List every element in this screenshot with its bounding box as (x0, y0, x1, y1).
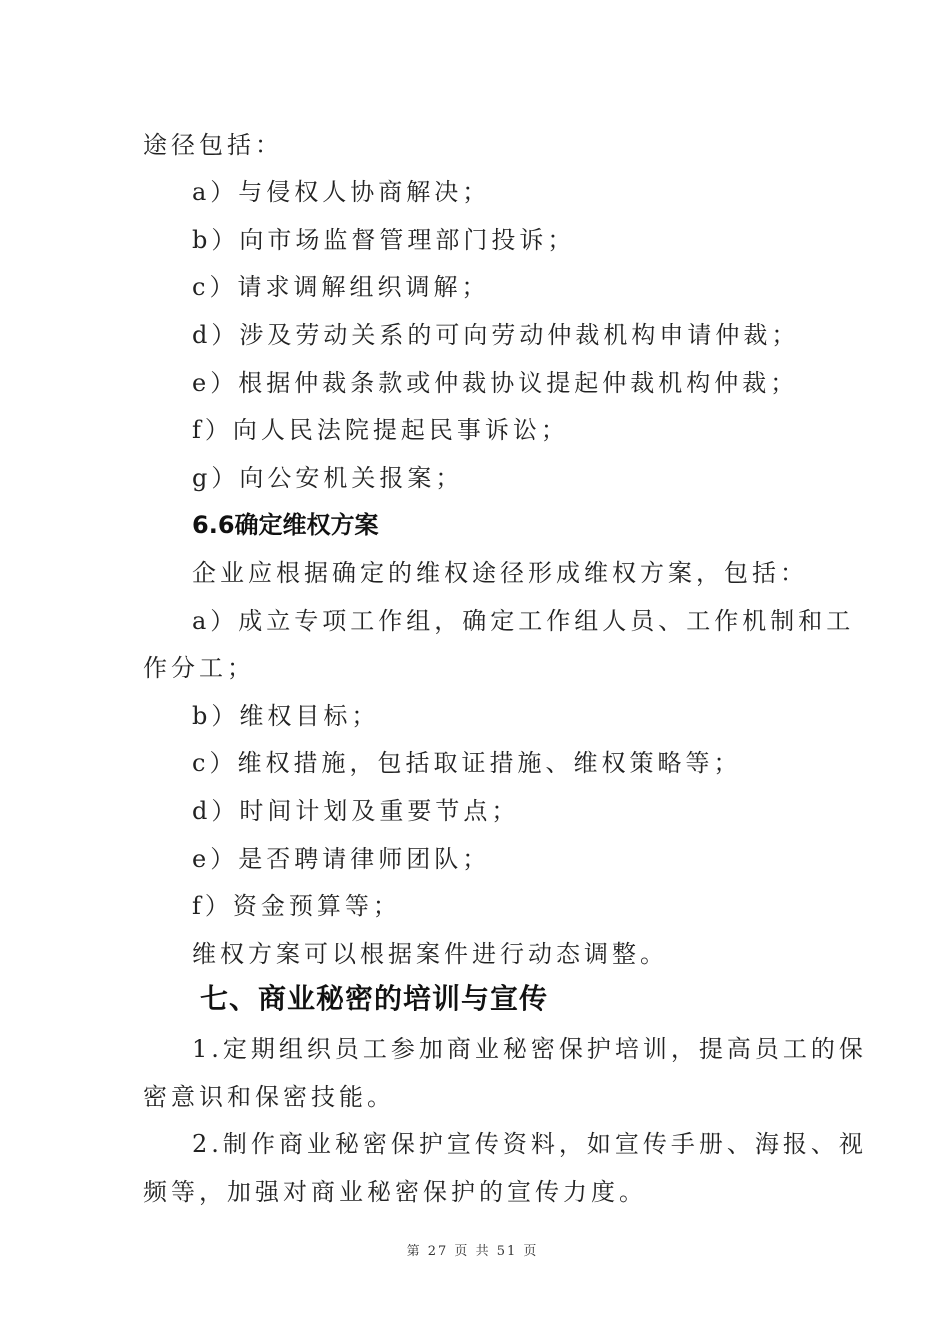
chapter-heading: 七、商业秘密的培训与宣传 (200, 982, 549, 1015)
list-item: e）根据仲裁条款或仲裁协议提起仲裁机构仲裁； (192, 369, 799, 397)
list-item: g）向公安机关报案； (192, 464, 464, 492)
paragraph-line: 密意识和保密技能。 (143, 1083, 395, 1111)
paragraph-line: 途径包括： (143, 131, 283, 159)
list-item: b）向市场监督管理部门投诉； (192, 226, 576, 254)
page-footer: 第 27 页 共 51 页 (406, 1244, 539, 1259)
list-item: a）与侵权人协商解决； (192, 178, 491, 206)
list-item: e）是否聘请律师团队； (192, 845, 491, 873)
list-item: c）请求调解组织调解； (192, 273, 490, 301)
paragraph-line: 频等，加强对商业秘密保护的宣传力度。 (143, 1178, 647, 1206)
paragraph-line: 企业应根据确定的维权途径形成维权方案，包括： (192, 559, 808, 587)
list-item: f）资金预算等； (192, 892, 401, 920)
list-item-continuation: 作分工； (143, 654, 255, 682)
list-item: d）涉及劳动关系的可向劳动仲裁机构申请仲裁； (192, 321, 800, 349)
list-item: b）维权目标； (192, 702, 380, 730)
paragraph-line: 2.制作商业秘密保护宣传资料，如宣传手册、海报、视 (192, 1130, 867, 1158)
list-item: d）时间计划及重要节点； (192, 797, 520, 825)
paragraph-line: 1.定期组织员工参加商业秘密保护培训，提高员工的保 (192, 1035, 867, 1063)
list-item: a）成立专项工作组，确定工作组人员、工作机制和工 (192, 607, 855, 635)
list-item: c）维权措施，包括取证措施、维权策略等； (192, 749, 742, 777)
section-heading: 6.6确定维权方案 (192, 511, 379, 539)
paragraph-line: 维权方案可以根据案件进行动态调整。 (192, 940, 668, 968)
list-item: f）向人民法院提起民事诉讼； (192, 416, 569, 444)
